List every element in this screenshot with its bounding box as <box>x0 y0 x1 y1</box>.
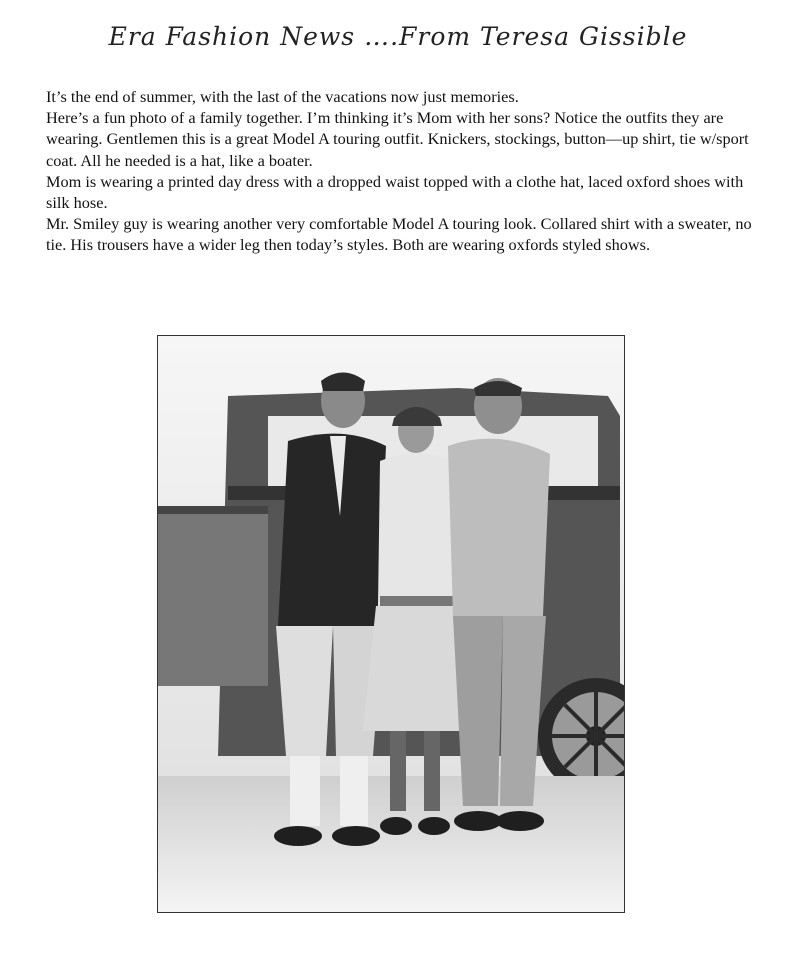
paragraph-intro: It’s the end of summer, with the last of the vacations now just memories. <box>46 87 519 106</box>
page-title: Era Fashion News ….From Teresa Gissible <box>108 22 688 51</box>
article-body <box>46 86 766 256</box>
paragraph-sons-outfit: Here’s a fun photo of a family together. I’m thinking it’s Mom with her sons? Notice the outfits they are wearing. Gentlemen this is a great Model A touring outfit. Knickers, stockings, button—up shirt, tie w/sport coat. All he needed is a hat, like a boater. <box>46 108 749 170</box>
paragraph-mom-outfit: Mom is wearing a printed day dress with a dropped waist topped with a clothe hat, laced oxford shoes with silk hose. <box>46 171 744 213</box>
photo-illustration <box>158 336 624 912</box>
paragraph-smiley-guy: Mr. Smiley guy is wearing another very comfortable Model A touring look. Collared shirt with a sweater, no tie. His trousers have a wider leg then today’s styles. Both are wearing oxfords styled shows. <box>46 214 752 255</box>
family-photo <box>157 335 625 913</box>
